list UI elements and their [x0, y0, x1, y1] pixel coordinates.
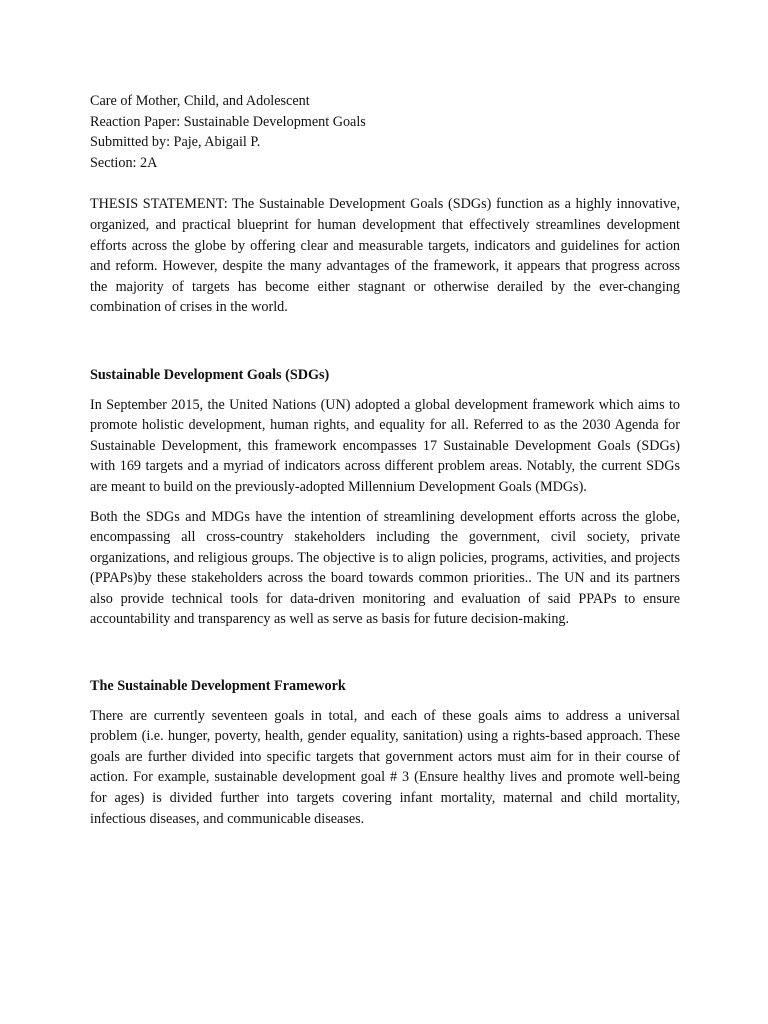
section-heading-sdgs: Sustainable Development Goals (SDGs)	[90, 366, 330, 383]
paragraph-sdgs-intro: In September 2015, the United Nations (UN) adopted a global development framework which aims to promote holistic development, human rights, and equality for all. Referred to as the 2030 Agenda for Sustainable Development, this framework encompasses 17 Sustainable Development Goals (SDGs) with 169 targets and a myriad of indicators across different problem areas. Notably, the current SDGs are meant to build on the previously-adopted Millennium Development Goals (MDGs).	[90, 396, 680, 495]
section-heading-framework: The Sustainable Development Framework	[90, 678, 346, 695]
section-label: Section: 2A	[90, 154, 158, 171]
submitted-by: Submitted by: Paje, Abigail P.	[90, 134, 261, 151]
header-block	[90, 91, 680, 173]
course-name: Care of Mother, Child, and Adolescent	[90, 93, 310, 109]
paper-title: Reaction Paper: Sustainable Development Goals	[90, 113, 366, 130]
paragraph-sdgs-mdgs: Both the SDGs and MDGs have the intention of streamlining development efforts across the globe, encompassing all cross-country stakeholders including the government, civil society, private organizations, and religious groups. The objective is to align policies, programs, activities, and projects (PPAPs)by these stakeholders across the board towards common priorities.. The UN and its partners also provide technical tools for data-driven monitoring and evaluation of said PPAPs to ensure accountability and transparency as well as serve as basis for future decision-making.	[90, 508, 680, 628]
thesis-statement: THESIS STATEMENT: The Sustainable Development Goals (SDGs) function as a highly innovative, organized, and practical blueprint for human development that effectively streamlines development efforts across the globe by offering clear and measurable targets, indicators and guidelines for action and reform. However, despite the many advantages of the framework, it appears that progress across the majority of targets has become either stagnant or otherwise derailed by the ever-changing combination of crises in the world.	[90, 196, 680, 316]
paragraph-framework: There are currently seventeen goals in total, and each of these goals aims to address a universal problem (i.e. hunger, poverty, health, gender equality, sanitation) using a rights-based approach. These goals are further divided into specific targets that government actors must aim for in their course of action. For example, sustainable development goal # 3 (Ensure healthy lives and promote well-being for ages) is divided further into targets covering infant mortality, maternal and child mortality, infectious diseases, and communicable diseases.	[90, 707, 680, 827]
